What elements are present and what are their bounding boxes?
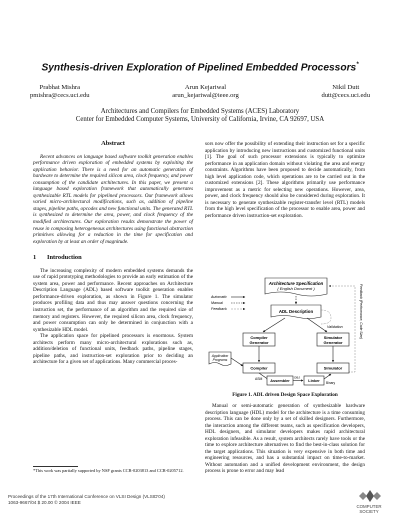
author-name: Prabhat Mishra [39, 84, 81, 91]
linker-label: Linker [308, 379, 320, 383]
author-3 [321, 84, 370, 100]
title-footnote-mark: * [356, 62, 359, 68]
simulator-generator-label: Simulator [323, 335, 343, 340]
figure-1-caption: Figure 1. ADL driven Design Space Exploration [232, 392, 338, 398]
arrow-linker-to-simulator [324, 374, 331, 379]
author-2 [172, 84, 239, 100]
asm-label: ASM [255, 377, 263, 381]
right-column-bottom [205, 403, 365, 475]
author-1 [30, 84, 90, 100]
arch-spec-label: Architecture Specification [268, 281, 324, 286]
simulator-generator-sublabel: Generator [323, 340, 343, 345]
computer-society-label [346, 504, 392, 514]
footer-proceedings: Proceedings of the 17th International Conference on VLSI Design (VLSID'04) [8, 494, 165, 499]
simulator-label: Simulator [323, 365, 343, 371]
figure-1-diagram [205, 276, 365, 386]
affiliation-lab: Architectures and Compilers for Embedded Systems (ACES) Laboratory [100, 108, 300, 115]
right-paragraph-1: sors now offer the possibility of extending their instruction set for a specific application by introducing new instructions and customized functional units [1]. The goal of such processor extensions is typically to optimize performance in an application domain without violating the area and energy constraints. Algorithms have been proposed to decide automatically, from high level application code, which operations are to be carried out in the customized extensions [2]. These algorithms primarily use performance improvement as a metric for selecting new operations. However, area, power, and clock frequency should also be considered during exploration. It is necessary to generate synthesizable register-transfer level (RTL) models from the high level specification of the processor to enable area, power and performance driven instruction-set exploration. [205, 141, 365, 220]
logo-line-2: SOCIETY [359, 509, 379, 514]
compiler-generator-sublabel: Generator [249, 340, 269, 345]
compiler-generator-label: Compiler [250, 335, 268, 340]
intro-paragraph-1: The increasing complexity of modern embedded systems demands the use of rapid prototyping methodologies to provide an early estimation of the system area, power and performance. Recent approaches on Architecture Description Language (ADL) based software toolkit generation enables performance-driven exploration, as shown in Figure 1. The simulator produces profiling data and thus may answer questions concerning the instruction set, the performance of an algorithm and the required size of memory and registers. However, the required silicon area, clock frequency, and power consumption can only be determined in conjunction with a synthesizable HDL model. [33, 267, 193, 333]
arrow-adl-to-compiler-gen [263, 318, 285, 332]
author-email: pmishra@cecs.uci.edu [30, 92, 90, 99]
legend-manual: Manual [211, 301, 223, 305]
author-name: Nikil Dutt [332, 84, 360, 91]
compiler-label: Compiler [250, 365, 268, 371]
right-column-top [205, 141, 365, 220]
abstract-heading: Abstract [101, 140, 125, 147]
author-list [30, 84, 370, 100]
footnote-rule [33, 466, 78, 467]
assembler-label: Assembler [270, 379, 290, 383]
arrow-app-to-compiler [231, 358, 243, 366]
feedback-side-label: Feedback (Performance, Code Size) [359, 284, 363, 340]
affiliation-center: Center for Embedded Computer Systems, University of California, Irvine, CA 92697, USA [75, 116, 325, 124]
left-column [33, 141, 193, 366]
binary-label: Binary [326, 381, 336, 385]
proceedings-footer [8, 494, 165, 505]
section-title: Introduction [47, 254, 82, 262]
abstract-text: Recent advances on language based software toolkit generation enables performance driven exploration of embedded systems by exploiting the application behavior. There is a need for an automatic generation of hardware to determine the required silicon area, clock frequency, and power consumption of the candidate architectures. In this paper, we present a language based exploration framework that automatically generates synthesizable RTL models for pipelined processors. Our framework allows varied micro-architectural modifications, such as, addition of pipeline stages, pipeline paths, opcodes and new functional units. The generated RTL is synthesized to determine the area, power, and clock frequency of the modified architectures. Our exploration results demonstrate the power of reuse in composing heterogeneous architectures using functional abstraction primitives allowing for a reduction in the time for specification and exploration by at least an order of magnitude. [33, 153, 193, 245]
application-programs-label: Application [211, 354, 229, 358]
paper-title-text: Synthesis-driven Exploration of Pipelined Embedded Processors [41, 62, 357, 74]
arrow-adl-to-simulator-gen [307, 318, 327, 332]
legend-automatic: Automatic [211, 295, 227, 299]
intro-paragraph-2: The application space for pipelined processors is enormous. System architects perform many micro-architectural explorations such as, addition/deletion of functional units, feedback paths, pipeline stages, pipeline paths, and instruction-set exploration prior to deciding an architecture for a given set of applications. Many commercial proces- [33, 333, 193, 366]
right-paragraph-2: Manual or semi-automatic generation of synthesizable hardware description language (HDL) model for the architecture is a time consuming process. This can be done only by a set of skilled designers. Furthermore, the interaction among the different teams, such as specification developers, HDL designers, and simulator developers makes rapid architectural exploration infeasible. As a result, system architects rarely have tools or the time to explore architecture alternatives to find the best-in-class solution for the target applications. This situation is very expensive in both time and engineering resources, and has a substantial impact on time-to-market. Without automation and a unified development environment, the design process is prone to error and may lead [205, 403, 365, 475]
author-email: dutt@cecs.uci.edu [321, 92, 370, 99]
footer-copyright: 1063-9667/04 $ 20.00 © 2004 IEEE [8, 499, 81, 505]
author-name: Arun Kejariwal [184, 84, 227, 91]
legend-feedback: Feedback [211, 307, 227, 311]
paper-title [20, 62, 380, 73]
section-1-heading [33, 255, 193, 262]
adl-description-label: ADL Description [278, 309, 314, 314]
logo-line-1: COMPUTER [356, 504, 382, 509]
validation-loop [321, 310, 331, 324]
footnote: *This work was partially supported by NSF grants CCR-0203813 and CCR-0205712. [33, 468, 184, 473]
section-number: 1 [33, 254, 37, 262]
validation-label: Validation [327, 325, 343, 329]
affiliation [20, 108, 380, 125]
author-email: arun_kejariwal@ieee.org [172, 92, 239, 99]
arch-spec-sublabel: ( English Document ) [277, 286, 315, 291]
obj-label: OBJ [294, 375, 300, 380]
application-programs-sublabel: Programs [212, 358, 228, 362]
